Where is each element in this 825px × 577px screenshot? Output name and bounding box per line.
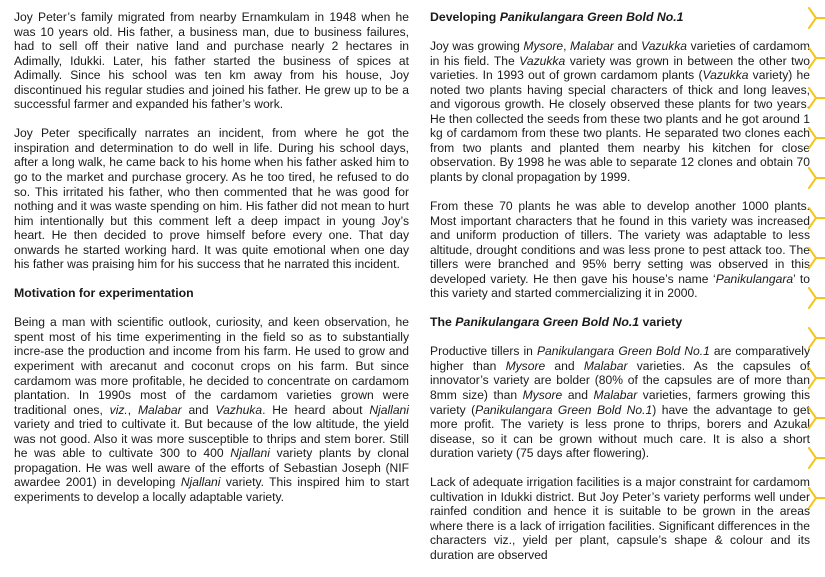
paragraph-motivation: Being a man with scientific outlook, curiosity, and keen observation, he spent most of his time experimenting in the field so as to substantially incre-ase the production and income from his farm. He used to grow and experiment with arecanut and coconut crops on his farm. But since cardamom was more profitable, he decided to concentrate on cardamom plantation. In 1990s most of the cardamom varieties grown were traditional ones, viz., Malabar and Vazhuka. He heard about Njallani variety and tried to cultivate it. But because of the low altitude, the yield was not good. Also it was more susceptible to thrips and stem borer. Still he was able to cultivate 300 to 400 Njallani variety plants by clonal propagation. He was well aware of the efforts of Sebastian Joseph (NIF awardee 2001) in developing Njallani variety. This inspired him to start experiments to develop a locally adaptable variety. [14,315,409,504]
honeycomb-segment [809,88,825,108]
honeycomb-segment [809,248,825,268]
honeycomb-segment [809,208,825,228]
honeycomb-segment [809,328,825,348]
honeycomb-segment [809,288,825,308]
honeycomb-segment [809,448,825,468]
paragraph-variety: Productive tillers in Panikulangara Green Bold No.1 are comparatively higher than Mysore and Malabar varieties. As the capsules of innovator’s variety are bolder (80% of the capsules are of more than 8mm size) than Mysore and Malabar varieties, farmers growing this variety (Panikulangara Green Bold No.1) have the advantage to get more profit. The variety is less prone to thrips, borers and Azukal disease, so it can be grown without much care. It is also a short duration variety (75 days after flowering). [430,344,811,461]
heading-motivation: Motivation for experimentation [14,286,194,301]
paragraph-developing: Joy was growing Mysore, Malabar and Vazukka varieties of cardamom in his field. The Vazukka variety was grown in between the other two varieties. In 1993 out of grown cardamom plants (Vazukka variety) he noted two plants having special characters of thick and long leaves, and vigorous growth. He closely observed these plants for two years. He then collected the seeds from these two plants and he got around 1 kg of cardamom from these two plants. He separated two clones each from two plants and planted them nearby his kitchen for close observation. By 1998 he was able to separate 12 clones and obtain 70 plants by clonal propagation by 1999. [430,39,810,184]
heading-variety: The Panikulangara Green Bold No.1 variety [430,315,683,330]
paragraph-family-history: Joy Peter’s family migrated from nearby Ernamkulam in 1948 when he was 10 years old. His father, a business man, due to business failures, had to sell off their native land and purchase nearly 2 hectares in Adimally, Idukki. Later, his father started the business of spices at Adimally. Since his school was ten km away from his house, Joy discontinued his regular studies and joined his father. He grew up to be a successful farmer and expanded his father’s work. [14,10,409,112]
heading-developing: Developing Panikulangara Green Bold No.1 [430,10,684,24]
honeycomb-segment [809,128,825,148]
left-column [14,10,409,519]
honeycomb-segment [809,368,825,388]
honeycomb-segment [809,408,825,428]
honeycomb-segment [809,168,825,188]
paragraph-incident: Joy Peter specifically narrates an incident, from where he got the inspiration and determination to do well in life. During his school days, after a long walk, he came back to his home when his father asked him to go to the market and purchase grocery. As he too tired, he refused to do so. This irritated his father, who then commented that he was good for nothing and it was waste spending on him. His father did not mean to hurt him intentionally but this comment left a deep impact in young Joy’s heart. He then decided to prove himself before every one. That day onwards he started working hard. It was quite emotional when one day his father was praising him for his success that he narrated this incident. [14,126,409,272]
honeycomb-segment [809,48,825,68]
honeycomb-edge-icon [805,0,825,517]
honeycomb-segment [809,8,825,28]
honeycomb-segment [809,488,825,508]
paragraph-plants: From these 70 plants he was able to develop another 1000 plants. Most important characters that he found in this variety was increased and uniform production of tillers. The variety was adaptable to less altitude, drought conditions and was less prone to pest attack too. The tillers were branched and 95% berry setting was observed in this developed variety. He then gave his house’s name ‘Panikulangara’ to this variety and started commercializing it in 2000. [430,199,810,301]
right-column [430,10,810,577]
paragraph-irrigation: Lack of adequate irrigation facilities is a major constraint for cardamom cultivation in Idukki district. But Joy Peter’s variety performs well under rainfed condition and hence it is suitable to be grown in the areas where there is a lack of irrigation facilities. Significant differences in the characters viz., yield per plant, capsule’s shape & colour and its duration are observed [430,475,810,562]
